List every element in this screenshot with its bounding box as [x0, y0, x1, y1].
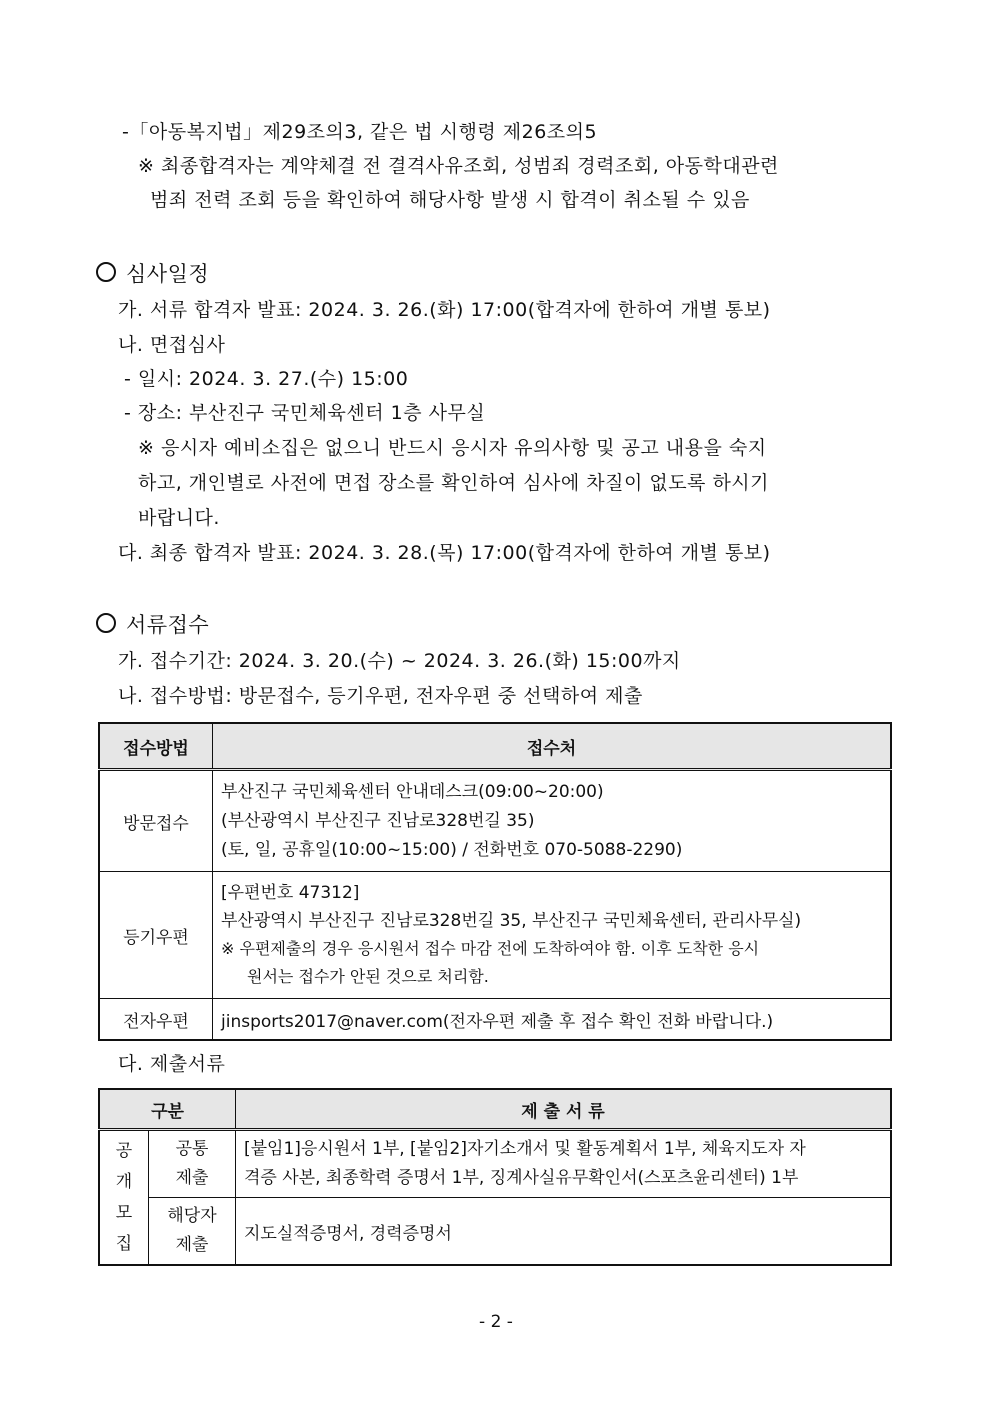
interview-date: - 일시: 2024. 3. 27.(수) 15:00 — [124, 368, 409, 390]
method-table-header — [99, 723, 891, 770]
submission-item-c: 다. 제출서류 — [118, 1053, 226, 1075]
visit-line2: (부산광역시 부산진구 진남로328번길 35) — [221, 810, 535, 831]
mail-line3: ※ 우편제출의 경우 응시원서 접수 마감 전에 도착하여야 함. 이후 도착한 응시 — [221, 939, 760, 958]
schedule-heading-text: 심사일정 — [126, 262, 210, 286]
interview-note-line1: ※ 응시자 예비소집은 없으니 반드시 응시자 유의사항 및 공고 내용을 숙지 — [138, 437, 767, 459]
header-method: 접수방법 — [99, 723, 213, 770]
table-row — [99, 1198, 891, 1266]
mail-method: 등기우편 — [99, 872, 213, 999]
law-reference: -「아동복지법」제29조의3, 같은 법 시행령 제26조의5 — [122, 121, 598, 143]
group-char: 집 — [115, 1233, 133, 1254]
header-category: 구분 — [99, 1089, 236, 1130]
applicable-label — [149, 1198, 236, 1266]
applicable-documents: 지도실적증명서, 경력증명서 — [236, 1198, 892, 1266]
disqualification-note-line1: ※ 최종합격자는 계약체결 전 결격사유조회, 성범죄 경력조회, 아동학대관련 — [138, 155, 779, 177]
page-number: - 2 - — [479, 1312, 513, 1332]
interview-note-line2: 하고, 개인별로 사전에 면접 장소를 확인하여 심사에 차질이 없도록 하시기 — [138, 472, 770, 494]
table-row — [99, 872, 891, 999]
visit-line1: 부산진구 국민체육센터 안내데스크(09:00~20:00) — [221, 781, 604, 802]
visit-method: 방문접수 — [99, 770, 213, 872]
common-label — [149, 1130, 236, 1198]
table-row — [99, 999, 891, 1041]
mail-line4: 원서는 접수가 안된 것으로 처리함. — [247, 967, 489, 986]
schedule-item-c: 다. 최종 합격자 발표: 2024. 3. 28.(목) 17:00(합격자에 한하여 개별 통보) — [118, 542, 771, 564]
common-line1: [붙임1]응시원서 1부, [붙임2]자기소개서 및 활동계획서 1부, 체육지도자 자 — [244, 1139, 806, 1159]
email-details: jinsports2017@naver.com(전자우편 제출 후 접수 확인 전화 바랍니다.) — [213, 999, 892, 1041]
documents-table-header — [99, 1089, 891, 1130]
header-documents: 제 출 서 류 — [236, 1089, 892, 1130]
schedule-heading — [96, 258, 209, 288]
circle-bullet-icon — [96, 613, 116, 633]
documents-table — [98, 1088, 892, 1266]
common-line2: 격증 사본, 최종학력 증명서 1부, 징계사실유무확인서(스포츠윤리센터) 1부 — [244, 1168, 799, 1188]
email-method: 전자우편 — [99, 999, 213, 1041]
applicable-label2: 제출 — [175, 1235, 209, 1255]
applicable-label1: 해당자 — [167, 1206, 217, 1226]
submission-heading — [96, 609, 209, 639]
schedule-item-a: 가. 서류 합격자 발표: 2024. 3. 26.(화) 17:00(합격자에 한하여 개별 통보) — [118, 299, 771, 321]
circle-bullet-icon — [96, 262, 116, 282]
table-row — [99, 770, 891, 872]
header-destination: 접수처 — [213, 723, 892, 770]
interview-note-line3: 바랍니다. — [138, 507, 220, 529]
common-documents — [236, 1130, 892, 1198]
group-char: 공 — [115, 1140, 133, 1161]
common-label2: 제출 — [175, 1168, 209, 1188]
submission-heading-text: 서류접수 — [126, 613, 210, 637]
common-label1: 공통 — [175, 1139, 209, 1159]
submission-period: 가. 접수기간: 2024. 3. 20.(수) ~ 2024. 3. 26.(화) 15:00까지 — [118, 650, 681, 672]
disqualification-note-line2: 범죄 전력 조회 등을 확인하여 해당사항 발생 시 합격이 취소될 수 있음 — [150, 189, 750, 211]
schedule-item-b: 나. 면접심사 — [118, 334, 226, 356]
group-label — [99, 1130, 149, 1266]
interview-place: - 장소: 부산진구 국민체육센터 1층 사무실 — [124, 402, 486, 424]
group-char: 개 — [115, 1171, 133, 1192]
method-table — [98, 722, 892, 1041]
mail-line1: [우편번호 47312] — [221, 883, 360, 903]
submission-method: 나. 접수방법: 방문접수, 등기우편, 전자우편 중 선택하여 제출 — [118, 685, 643, 707]
visit-line3: (토, 일, 공휴일(10:00~15:00) / 전화번호 070-5088-2290) — [221, 839, 683, 860]
mail-line2: 부산광역시 부산진구 진남로328번길 35, 부산진구 국민체육센터, 관리사무실) — [221, 911, 802, 931]
group-char: 모 — [115, 1202, 133, 1223]
mail-details — [213, 872, 892, 999]
table-row — [99, 1130, 891, 1198]
visit-details — [213, 770, 892, 872]
